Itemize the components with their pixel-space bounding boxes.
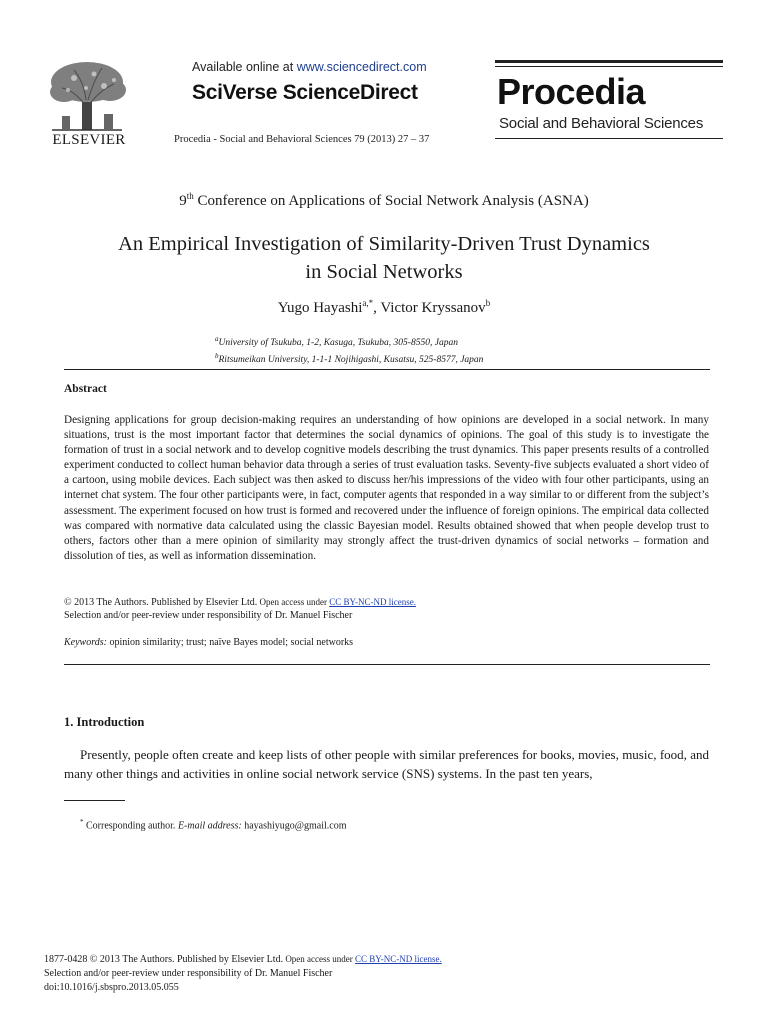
footer-review: Selection and/or peer-review under responsibility of Dr. Manuel Fischer — [44, 968, 333, 979]
procedia-rule-thin — [495, 66, 723, 67]
title-line-1: An Empirical Investigation of Similarity-Driven Trust Dynamics — [118, 233, 650, 255]
journal-brand: Procedia — [497, 71, 646, 112]
footer-license-link[interactable]: CC BY-NC-ND license. — [355, 954, 442, 964]
available-online-line — [192, 60, 427, 74]
journal-brand-sub: Social and Behavioral Sciences — [499, 115, 704, 132]
paper-title — [40, 230, 728, 286]
abstract-text: Designing applications for group decision-making requires an understanding of how opinions are developed in a social network. In many situations, trust is the most important factor that determines the social dynamics of opinions. The goal of this study is to investigate the formation of trust in a social network and to develop cognitive models describing the trust dynamics. This paper presents results of a controlled experiment conducted to collect human behavior data through a series of trust evaluation tasks. Seventy-five subjects evaluated a short video of a cartoon, using mobile devices. Each subject was then asked to discuss her/his impressions of the video with four other participants, using an internet chat system. The four other participants were, in fact, computer agents that responded in a way similar to or different from the subject’s assessment. The experiment focused on how trust is formed and recovered under the influence of foreign opinions. The empirical data collected was compared with normative data calculated using the classic Bayesian model. Results obtained showed that when people develop trust to others, factors other than a mere opinion of similarity may strongly affect the trust-driven dynamics of social networks – formation and dissolution of ties, as well as information dissemination. — [64, 414, 709, 562]
author-1: Yugo Hayashi — [277, 300, 363, 316]
section-heading: 1. Introduction — [64, 715, 145, 729]
abstract-heading: Abstract — [64, 383, 107, 395]
sciencedirect-link[interactable]: www.sciencedirect.com — [296, 60, 427, 74]
review-text: Selection and/or peer-review under responsibility of Dr. Manuel Fischer — [64, 610, 353, 621]
procedia-rule-bottom — [495, 138, 723, 139]
abstract-top-rule — [64, 369, 710, 370]
abstract-copyright — [64, 596, 416, 622]
footnote — [80, 818, 346, 831]
author-1-sup: a,* — [362, 298, 374, 308]
available-prefix: Available online at — [192, 60, 297, 74]
page-footer — [44, 952, 442, 995]
license-link[interactable]: CC BY-NC-ND license. — [329, 597, 416, 607]
affiliation-mark: a — [215, 335, 219, 343]
authors — [0, 298, 768, 317]
title-line-2: in Social Networks — [305, 261, 463, 283]
journal-citation: Procedia - Social and Behavioral Sciences 79 (2013) 27 – 37 — [174, 134, 430, 145]
conference-number: 9 — [179, 193, 187, 209]
footer-open-access: Open access under — [283, 954, 356, 964]
author-2-sup: b — [485, 298, 491, 308]
conference-name — [0, 191, 768, 210]
footnote-rule — [64, 800, 125, 801]
keywords-list: opinion similarity; trust; naïve Bayes model; social networks — [106, 637, 354, 648]
abstract-bottom-rule — [64, 664, 710, 665]
publisher-name: ELSEVIER — [52, 132, 126, 148]
open-access-text: Open access under — [257, 597, 330, 607]
email-address: hayashiyugo@gmail.com — [241, 820, 347, 832]
footer-issn: 1877-0428 © 2013 The Authors. Published by Elsevier Ltd. — [44, 954, 284, 965]
footer-doi: doi:10.1016/j.sbspro.2013.05.055 — [44, 982, 179, 993]
affiliation-a — [215, 333, 483, 350]
conference-sup: th — [186, 191, 194, 201]
author-2: , Victor Kryssanov — [373, 300, 486, 316]
affiliation-mark: b — [215, 352, 219, 361]
affiliations — [215, 333, 483, 367]
footnote-mark: * — [80, 818, 84, 826]
keywords — [64, 637, 353, 648]
email-label: E-mail address: — [177, 820, 242, 832]
affiliation-text: University of Tsukuba, 1-2, Kasuga, Tsukuba, 305-8550, Japan — [218, 338, 458, 349]
section-text: Presently, people often create and keep lists of other people with similar preferences for books, movies, music, food, and many other things and activities in online social network service (SNS) systems. In the past ten years, — [64, 747, 709, 781]
conference-rest: Conference on Applications of Social Network Analysis (ASNA) — [193, 193, 589, 209]
procedia-rule-thick — [495, 60, 723, 63]
platform-name: SciVerse ScienceDirect — [192, 81, 418, 104]
keywords-label: Keywords: — [64, 637, 107, 648]
footnote-label: Corresponding author. — [83, 820, 178, 832]
affiliation-b — [215, 350, 483, 367]
copyright-text: © 2013 The Authors. Published by Elsevier Ltd. — [64, 597, 258, 608]
affiliation-text: Ritsumeikan University, 1-1-1 Nojihigashi, Kusatsu, 525-8577, Japan — [218, 355, 484, 366]
